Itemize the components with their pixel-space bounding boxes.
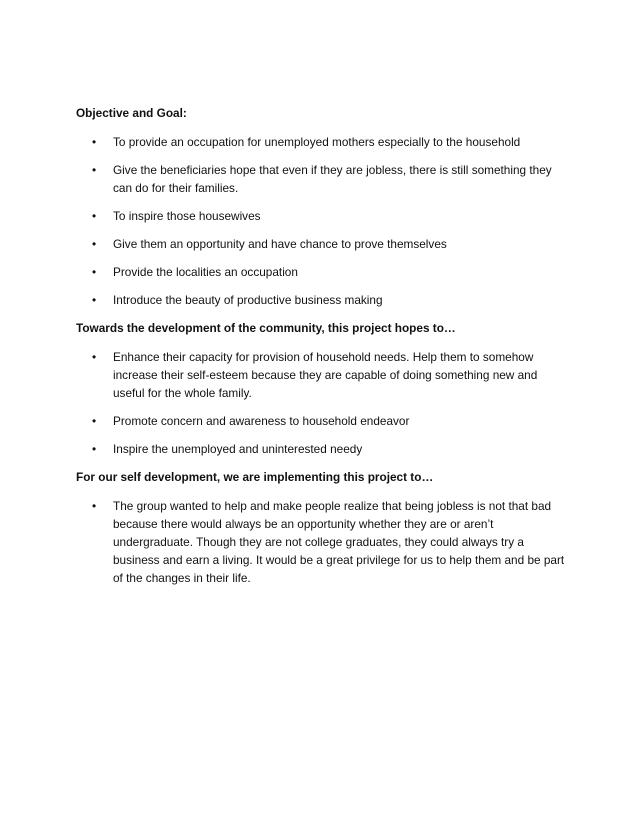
section-heading-self-development: For our self development, we are implementing this project to… [76,470,434,484]
bullet-icon: • [92,237,97,251]
list-item-text: Provide the localities an occupation [113,265,298,279]
bullet-list-objective [76,133,568,309]
list-item [76,161,568,197]
list-item [76,412,568,430]
list-item-text: Give the beneficiaries hope that even if they are jobless, there is still something they can do for their families. [113,163,552,195]
list-item-text: Promote concern and awareness to household endeavor [113,414,410,428]
bullet-icon: • [92,135,97,149]
list-item [76,263,568,281]
bullet-icon: • [92,499,97,513]
bullet-list-community [76,348,568,458]
list-item [76,440,568,458]
list-item-text: To inspire those housewives [113,209,261,223]
list-item-text: Enhance their capacity for provision of household needs. Help them to somehow increase their self-esteem because they are capable of doing something new and useful for the whole family. [113,350,538,400]
bullet-icon: • [92,350,97,364]
bullet-icon: • [92,265,97,279]
list-item [76,235,568,253]
document-body [76,104,568,597]
bullet-icon: • [92,414,97,428]
list-item [76,348,568,402]
list-item-text: Introduce the beauty of productive business making [113,293,383,307]
list-item-text: Give them an opportunity and have chance to prove themselves [113,237,447,251]
list-item [76,133,568,151]
list-item-text: The group wanted to help and make people realize that being jobless is not that bad because there would always be an opportunity whether they are or aren’t undergraduate. Though they are not college graduates, they could always try a business and earn a living. It would be a great privilege for us to help them and be part of the changes in their life. [113,499,565,585]
list-item-text: To provide an occupation for unemployed mothers especially to the household [113,135,521,149]
list-item [76,207,568,225]
bullet-icon: • [92,293,97,307]
list-item [76,291,568,309]
bullet-icon: • [92,442,97,456]
section-heading-objective: Objective and Goal: [76,106,187,120]
section-heading-community: Towards the development of the community, this project hopes to… [76,321,456,335]
list-item [76,497,568,587]
bullet-icon: • [92,163,97,177]
bullet-list-self-development [76,497,568,587]
list-item-text: Inspire the unemployed and uninterested needy [113,442,363,456]
bullet-icon: • [92,209,97,223]
